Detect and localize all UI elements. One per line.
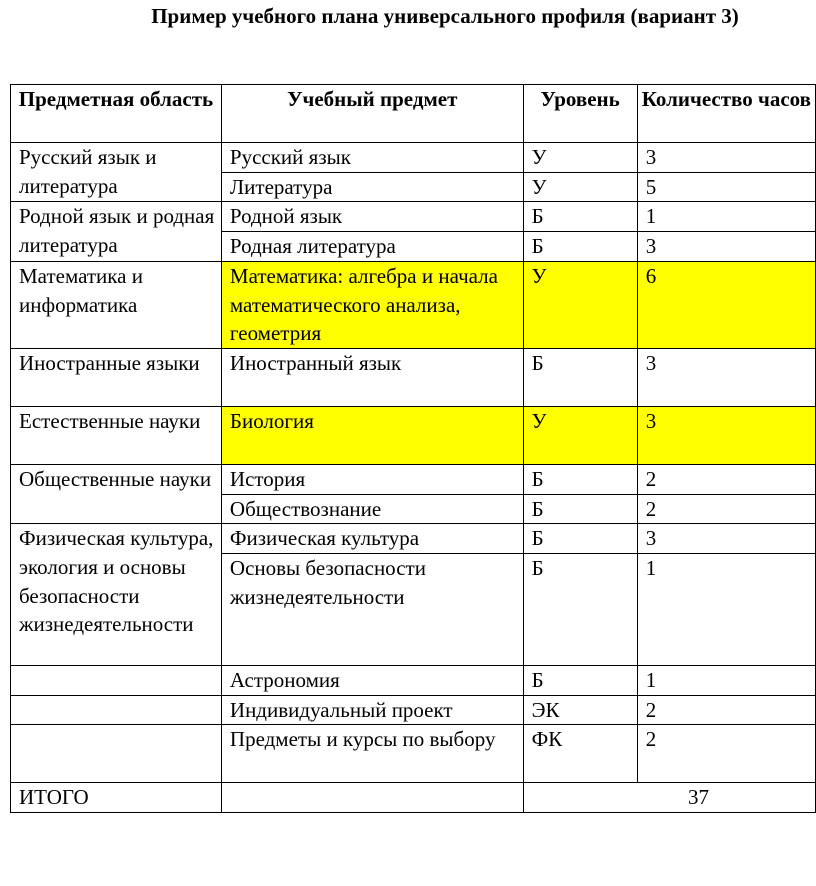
area-cell-empty <box>11 666 222 696</box>
table-row <box>11 406 816 464</box>
subject-cell: Астрономия <box>221 666 523 696</box>
hours-cell: 2 <box>637 725 815 783</box>
table-header-row <box>11 85 816 143</box>
table-row <box>11 695 816 725</box>
level-cell: Б <box>523 494 637 524</box>
subject-cell: Физическая культура <box>221 524 523 554</box>
header-subject: Учебный предмет <box>221 85 523 143</box>
table-row <box>11 524 816 554</box>
header-area: Предметная область <box>11 85 222 143</box>
level-cell: Б <box>523 666 637 696</box>
level-cell: Б <box>523 554 637 666</box>
hours-cell: 2 <box>637 464 815 494</box>
level-cell: У <box>523 172 637 202</box>
hours-cell: 1 <box>637 202 815 232</box>
subject-cell-highlighted: Биология <box>221 406 523 464</box>
hours-cell-highlighted: 3 <box>637 406 815 464</box>
area-cell-empty <box>11 725 222 783</box>
level-cell: Б <box>523 464 637 494</box>
level-cell: У <box>523 143 637 173</box>
subject-cell: Индивидуальный проект <box>221 695 523 725</box>
hours-cell: 1 <box>637 666 815 696</box>
table-row <box>11 464 816 494</box>
header-level: Уровень <box>523 85 637 143</box>
table-row <box>11 725 816 783</box>
area-cell: Иностранные языки <box>11 348 222 406</box>
subject-cell: Иностранный язык <box>221 348 523 406</box>
level-cell: Б <box>523 524 637 554</box>
subject-cell: Литература <box>221 172 523 202</box>
hours-cell: 3 <box>637 348 815 406</box>
area-cell: Математика и информатика <box>11 261 222 348</box>
level-cell: Б <box>523 202 637 232</box>
hours-cell: 3 <box>637 524 815 554</box>
level-cell: ФК <box>523 725 637 783</box>
hours-cell: 3 <box>637 143 815 173</box>
page-title: Пример учебного плана универсального профиля (вариант 3) <box>151 4 739 28</box>
table-row <box>11 666 816 696</box>
total-label: ИТОГО <box>11 783 222 813</box>
table-row <box>11 202 816 232</box>
total-hours: 37 <box>523 783 815 813</box>
hours-cell: 5 <box>637 172 815 202</box>
hours-cell: 2 <box>637 695 815 725</box>
table-row <box>11 348 816 406</box>
level-cell-highlighted: У <box>523 406 637 464</box>
area-cell: Физическая культура, экология и основы безопасности жизнедеятельности <box>11 524 222 666</box>
hours-cell: 2 <box>637 494 815 524</box>
total-row <box>11 783 816 813</box>
subject-cell: Обществознание <box>221 494 523 524</box>
hours-cell-highlighted: 6 <box>637 261 815 348</box>
table-row <box>11 261 816 348</box>
header-hours: Количество часов <box>637 85 815 143</box>
area-cell: Русский язык и литература <box>11 143 222 202</box>
area-cell: Родной язык и родная литература <box>11 202 222 261</box>
level-cell: Б <box>523 348 637 406</box>
subject-cell: Родная литература <box>221 232 523 262</box>
subject-cell: Русский язык <box>221 143 523 173</box>
hours-cell: 1 <box>637 554 815 666</box>
table-row <box>11 143 816 173</box>
level-cell: ЭК <box>523 695 637 725</box>
area-cell: Естественные науки <box>11 406 222 464</box>
area-cell: Общественные науки <box>11 464 222 523</box>
level-cell-highlighted: У <box>523 261 637 348</box>
total-spacer <box>221 783 523 813</box>
subject-cell: История <box>221 464 523 494</box>
area-cell-empty <box>11 695 222 725</box>
subject-cell-highlighted: Математика: алгебра и начала математического анализа, геометрия <box>221 261 523 348</box>
subject-cell: Родной язык <box>221 202 523 232</box>
subject-cell: Основы безопасности жизнедеятельности <box>221 554 523 666</box>
curriculum-table <box>10 84 816 813</box>
level-cell: Б <box>523 232 637 262</box>
subject-cell: Предметы и курсы по выбору <box>221 725 523 783</box>
hours-cell: 3 <box>637 232 815 262</box>
